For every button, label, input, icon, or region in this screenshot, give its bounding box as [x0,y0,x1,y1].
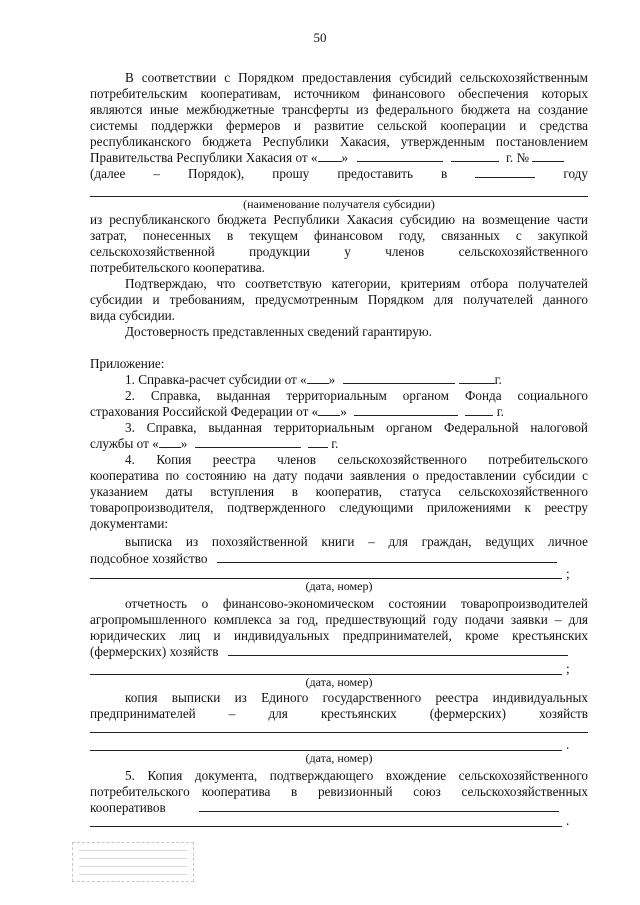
text-fragment: г. [494,372,502,387]
blank-field [195,436,301,448]
text-fragment: . [566,813,570,828]
text-fragment: кооператива в ревизионный союз сельскохозяйственных [201,784,588,799]
text-line: затрат, понесенных в текущем финансовом году, связанных с закупкой [90,228,588,243]
text-fragment: г. [496,404,504,419]
text-line: указанием даты вступления в кооператив, статуса сельскохозяйственного [90,484,588,499]
blank-field [307,372,329,384]
text-line: 5. Копия документа, подтверждающего вхождение сельскохозяйственного [125,768,588,783]
field-caption: (дата, номер) [305,751,373,765]
faded-stamp [72,842,194,882]
text-line: сельскохозяйственной продукции у членов сельскохозяйственного [90,244,588,259]
blank-field [159,436,181,448]
blank-field [451,150,499,162]
text-line: выписка из похозяйственной книги – для граждан, ведущих личное [125,534,588,549]
text-fragment: (фермерских) хозяйств [90,644,219,659]
text-line: из республиканского бюджета Республики Хакасия субсидию на возмещение части [90,212,588,227]
text-fragment: – [153,166,160,181]
blank-field [199,800,559,812]
text-fragment: службы от « [90,436,159,451]
text-line [90,551,588,567]
text-fragment: » [180,436,188,451]
text-line: юридических лиц и индивидуальных предпринимателей, кроме крестьянских [90,628,588,643]
blank-field [475,166,535,178]
text-line: являются иные межбюджетные трансферты из федерального бюджета на создание [90,102,588,117]
text-line [90,784,588,800]
text-line [90,404,588,420]
blank-field [532,150,564,162]
text-fragment: » [328,372,336,387]
field-caption: (дата, номер) [305,579,373,593]
text-fragment: прошу [272,166,310,181]
text-line [90,644,588,660]
field-caption: (наименование получателя субсидии) [243,197,435,211]
blank-field [343,372,455,384]
text-fragment: 1. Справка-расчет субсидии от « [125,372,307,387]
text-fragment: кооперативов [90,800,166,815]
text-fragment: ; [566,661,570,676]
text-line [90,800,588,816]
blank-field [318,404,340,416]
text-line [125,372,623,388]
text-line: потребительским кооперативам, источником финансового обеспечения которых [90,86,588,101]
text-line: 3. Справка, выданная территориальным органом Федеральной налоговой [125,420,588,435]
section-heading: Приложение: [90,356,165,371]
blank-field [357,150,443,162]
text-fragment: предоставить [337,166,413,181]
text-fragment: потребительского [90,784,190,799]
text-fragment: » [341,150,349,165]
text-line: 4. Копия реестра членов сельскохозяйственного потребительского [125,452,588,467]
blank-field [308,436,328,448]
blank-field [465,404,493,416]
text-line: агропромышленного комплекса за год, предшествующий году подачи заявки – для [90,612,588,627]
page-number: 50 [313,30,327,45]
underline-field [90,732,588,733]
text-line: предпринимателей – для крестьянских (фермерских) хозяйств [90,706,588,721]
text-fragment: » [340,404,347,419]
text-line: субсидии и требованиям, предусмотренным Порядком для получателей данного [90,292,588,307]
text-fragment: Правительства Республики Хакасия от « [90,150,318,165]
text-line: кооператива по состоянию на дату подачи заявления о предоставлении субсидии с [90,468,588,483]
text-line: В соответствии с Порядком предоставления субсидий сельскохозяйственным [125,70,588,85]
text-fragment: подсобное хозяйство [90,551,208,566]
text-line [90,436,588,452]
blank-field [459,372,495,384]
text-fragment: ; [566,566,570,581]
text-fragment: (далее [90,166,126,181]
text-line: системы поддержки фермеров и развитие сельской кооперации и средства [90,118,588,133]
text-fragment: г. № [506,150,530,165]
text-line: 2. Справка, выданная территориальным органом Фонда социального [125,388,588,403]
blank-field [354,404,458,416]
blank-field [318,150,342,162]
text-fragment: страхования Российской Федерации от « [90,404,319,419]
text-line: товаропроизводителя, подтвержденного следующими приложениями к реестру [90,500,588,515]
underline-field [90,826,562,827]
text-line: республиканского бюджета Республики Хакасия, утвержденным постановлением [90,134,588,149]
text-line: отчетность о финансово-экономическом состоянии товаропроизводителей [125,596,588,611]
text-line: копия выписки из Единого государственного реестра индивидуальных [125,690,588,705]
text-line: потребительского кооператива. [90,260,265,275]
text-line: Достоверность представленных сведений гарантирую. [125,324,432,339]
text-fragment: . [566,737,570,752]
text-fragment: г. [331,436,339,451]
text-fragment: в [441,166,448,181]
blank-field [217,551,557,563]
text-fragment: Порядок), [188,166,245,181]
text-fragment: году [563,166,588,181]
text-line: вида субсидии. [90,308,175,323]
text-line [90,150,588,166]
text-line [90,166,588,182]
text-line: Подтверждаю, что соответствую категории, критериям отбора получателей [125,276,588,291]
text-line: документами: [90,516,169,531]
blank-field [228,644,568,656]
field-caption: (дата, номер) [305,675,373,689]
